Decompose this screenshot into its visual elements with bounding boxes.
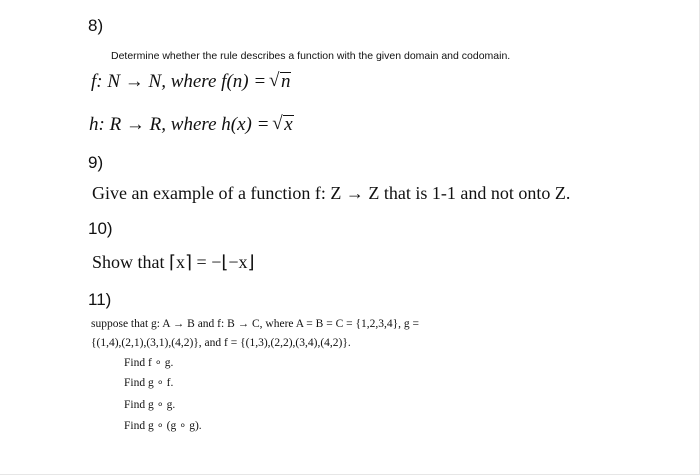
sqrt-symbol: [271, 71, 292, 93]
question-11-task-3: Find g ∘ g.: [124, 399, 176, 411]
question-11-number: 11): [88, 290, 112, 309]
rule-f-radicand: n: [280, 71, 291, 92]
question-11-task-4: Find g ∘ (g ∘ g).: [124, 420, 202, 432]
rule-h-text: h: R → R, where h(x) =: [89, 114, 275, 135]
question-10-text: Show that ⌈x⌉ = −⌊−x⌋: [92, 252, 255, 272]
question-8-rule-h: [89, 114, 294, 136]
question-8-rule-f: [91, 71, 291, 93]
question-11-line-1: suppose that g: A → B and f: B → C, where A = B = C = {1,2,3,4}, g =: [91, 318, 419, 330]
question-11-task-2: Find g ∘ f.: [124, 377, 174, 389]
question-8-number: 8): [88, 16, 104, 35]
sqrt-symbol: [274, 114, 293, 136]
question-11-line-2: {(1,4),(2,1),(3,1),(4,2)}, and f = {(1,3),(2,2),(3,4),(4,2)}.: [91, 337, 351, 349]
question-8-instruction: Determine whether the rule describes a function with the given domain and codomain.: [111, 50, 511, 62]
question-9-number: 9): [88, 153, 104, 172]
question-10-number: 10): [88, 219, 113, 238]
rule-f-text: f: N → N, where f(n) =: [91, 71, 271, 92]
question-11-task-1: Find f ∘ g.: [124, 357, 174, 369]
rule-h-radicand: x: [284, 114, 293, 135]
question-9-text: Give an example of a function f: Z → Z that is 1-1 and not onto Z.: [92, 183, 571, 203]
